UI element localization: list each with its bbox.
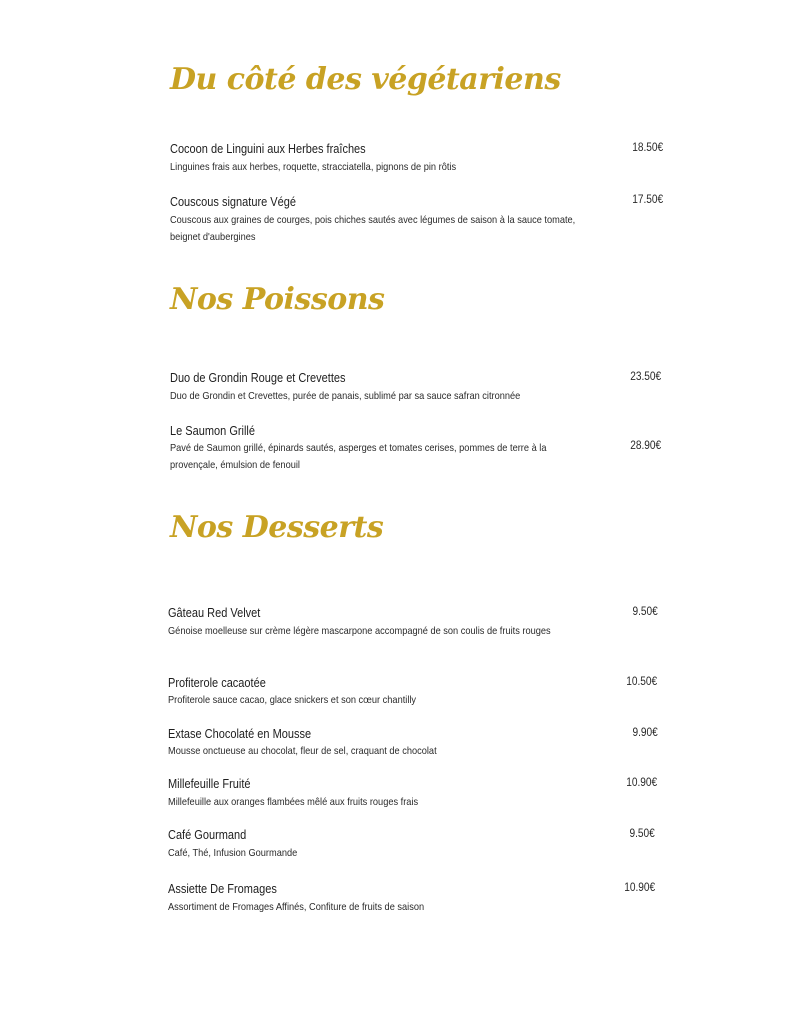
item-price: 9.50€ (629, 828, 655, 840)
item-description: Café, Thé, Infusion Gourmande (168, 847, 298, 859)
item-name: Assiette De Fromages (168, 882, 277, 896)
item-name: Le Saumon Grillé (170, 424, 255, 438)
item-price: 9.50€ (632, 606, 658, 618)
item-description: Assortiment de Fromages Affinés, Confiture de fruits de saison (168, 901, 425, 913)
item-price: 18.50€ (632, 142, 663, 154)
item-name: Profiterole cacaotée (168, 676, 266, 690)
item-description: Profiterole sauce cacao, glace snickers et son cœur chantilly (168, 694, 417, 706)
item-price: 23.50€ (630, 371, 661, 383)
item-price: 9.90€ (632, 727, 658, 739)
item-price: 28.90€ (630, 440, 661, 452)
item-name: Cocoon de Linguini aux Herbes fraîches (170, 142, 366, 156)
item-price: 10.90€ (624, 882, 655, 894)
item-name: Millefeuille Fruité (168, 777, 251, 791)
item-description: Linguines frais aux herbes, roquette, stracciatella, pignons de pin rôtis (170, 161, 457, 173)
section-title-fish: Nos Poissons (170, 282, 385, 317)
item-name: Duo de Grondin Rouge et Crevettes (170, 371, 346, 385)
item-description: Millefeuille aux oranges flambées mêlé aux fruits rouges frais (168, 796, 419, 808)
item-name: Couscous signature Végé (170, 195, 296, 209)
item-description: Mousse onctueuse au chocolat, fleur de sel, craquant de chocolat (168, 745, 437, 757)
item-description: Pavé de Saumon grillé, épinards sautés, asperges et tomates cerises, pommes de terre à la provençale, émulsion de fenouil (170, 442, 547, 471)
item-description: Duo de Grondin et Crevettes, purée de panais, sublimé par sa sauce safran citronnée (170, 390, 521, 402)
section-title-vegetarian: Du côté des végétariens (170, 62, 561, 97)
item-name: Café Gourmand (168, 828, 247, 842)
item-description: Couscous aux graines de courges, pois chiches sautés avec légumes de saison à la sauce tomate, beignet d'aubergines (170, 214, 576, 243)
item-price: 10.50€ (626, 676, 657, 688)
item-description: Génoise moelleuse sur crème légère mascarpone accompagné de son coulis de fruits rouges (168, 625, 551, 637)
item-price: 10.90€ (626, 777, 657, 789)
item-price: 17.50€ (632, 194, 663, 206)
item-name: Gâteau Red Velvet (168, 606, 261, 620)
section-title-desserts: Nos Desserts (170, 510, 384, 545)
item-name: Extase Chocolaté en Mousse (168, 727, 312, 741)
